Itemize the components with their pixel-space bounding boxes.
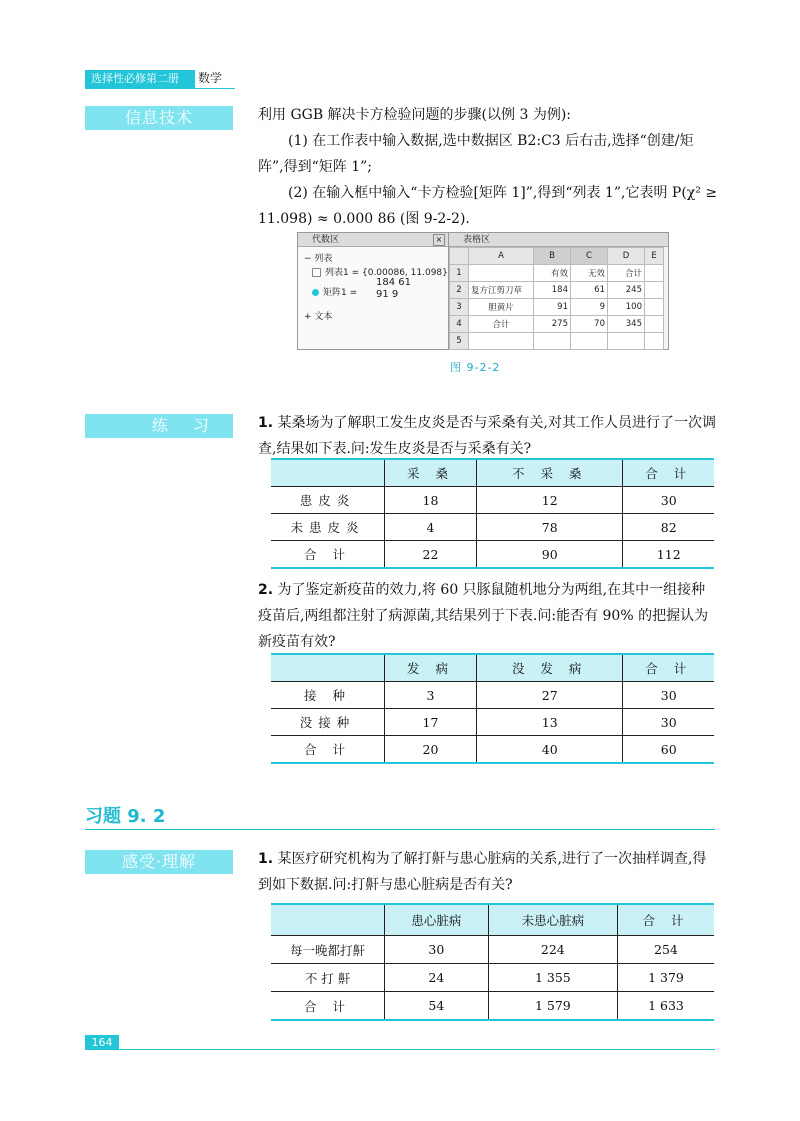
table-row [271,709,714,736]
table-header-row [271,904,714,936]
table-cell: 患心脏病 [385,904,489,936]
table-cell: 合 计 [271,736,385,764]
table-cell: 1 355 [488,964,617,992]
cell[interactable]: 61 [571,282,608,299]
info-line-2: (1) 在工作表中输入数据,选中数据区 B2:C3 后右击,选择“创建/矩阵”,得到“矩阵 1”; [258,133,694,175]
cell[interactable]: 245 [608,282,645,299]
table-row [271,487,714,514]
info-line-1: 利用 GGB 解决卡方检验问题的步骤(以例 3 为例): [258,107,572,123]
cell[interactable] [645,299,664,316]
question-text: 某桑场为了解职工发生皮炎是否与采桑有关,对其工作人员进行了一次调查,结果如下表.问:发生皮炎是否与采桑有关? [258,415,716,457]
cell[interactable] [645,316,664,333]
table-cell: 没 发 病 [476,654,623,682]
table-cell: 22 [385,541,477,569]
table-cell: 合 计 [623,654,714,682]
table-cell: 不 采 桑 [476,459,623,487]
cell[interactable]: 100 [608,299,645,316]
table-cell: 27 [476,682,623,709]
cell[interactable] [645,265,664,282]
table-row [271,936,714,964]
table-vaccine [271,653,714,764]
row-header[interactable]: 5 [450,333,469,350]
matrix-values [376,277,411,301]
table-cell: 30 [623,487,714,514]
matrix-item[interactable]: 矩阵1 = [312,285,357,298]
info-tech-label: 信息技术 [85,106,233,130]
exercise-q1 [258,846,718,898]
algebra-view [298,233,449,349]
table-cell: 4 [385,514,477,541]
algebra-view-title: 代数区 [312,235,340,245]
corner-cell [450,248,469,265]
cell[interactable]: 合计 [469,316,534,333]
cell[interactable]: 184 [534,282,571,299]
table-cell: 112 [623,541,714,569]
info-tech-text [258,102,718,232]
matrix-row-1: 184 61 [376,277,411,288]
checkbox-icon[interactable] [312,268,321,277]
question-text: 为了鉴定新疫苗的效力,将 60 只豚鼠随机地分为两组,在其中一组接种疫苗后,两组都注射了病源菌,其结果列于下表.问:能否有 90% 的把握认为新疫苗有效? [258,582,709,650]
table-cell [271,904,385,936]
cell[interactable]: 9 [571,299,608,316]
spreadsheet-row [450,299,664,316]
table-cell: 82 [623,514,714,541]
cell[interactable] [608,333,645,350]
table-cell: 24 [385,964,489,992]
cell[interactable] [645,333,664,350]
cell[interactable] [571,333,608,350]
ggb-screenshot [297,232,669,350]
col-header-e[interactable]: E [645,248,664,265]
table-cell: 40 [476,736,623,764]
table-cell: 54 [385,992,489,1021]
col-header-a[interactable]: A [469,248,534,265]
table-cell: 90 [476,541,623,569]
info-line-3: (2) 在输入框中输入“卡方检验[矩阵 1]”,得到“列表 1”,它表明 P(χ² ≥ 11.098) ≈ 0.000 86 (图 9-2-2). [258,185,718,227]
footer-rule [119,1049,715,1050]
cell[interactable] [469,333,534,350]
practice-label: 练 习 [85,414,233,438]
table-cell [271,654,385,682]
table-cell: 254 [617,936,714,964]
table-row [271,541,714,569]
table-cell: 1 579 [488,992,617,1021]
table-cell: 30 [623,682,714,709]
row-header[interactable]: 3 [450,299,469,316]
question-number: 1. [258,851,274,867]
header-rule [85,88,235,89]
table-header-row [271,654,714,682]
table-cell: 接 种 [271,682,385,709]
spreadsheet-row [450,316,664,333]
spreadsheet-row [450,333,664,350]
question-text: 某医疗研究机构为了解打鼾与患心脏病的关系,进行了一次抽样调查,得到如下数据.问:打鼾与患心脏病是否有关? [258,851,707,893]
table-cell: 患皮炎 [271,487,385,514]
table-cell: 30 [623,709,714,736]
table-cell: 不 打 鼾 [271,964,385,992]
spreadsheet-column-headers [450,248,664,265]
table-cell: 20 [385,736,477,764]
spreadsheet-grid [449,247,664,350]
table-cell: 合 计 [617,904,714,936]
table-cell: 12 [476,487,623,514]
matrix-row-2: 91 9 [376,289,399,300]
table-cell: 3 [385,682,477,709]
cell[interactable]: 70 [571,316,608,333]
spreadsheet-row [450,282,664,299]
spreadsheet-header: 表格区 [449,233,668,247]
cell[interactable]: 有效 [534,265,571,282]
table-row [271,992,714,1021]
list-heading: − 列表 [304,254,333,264]
table-cell: 未患心脏病 [488,904,617,936]
cell[interactable]: 275 [534,316,571,333]
table-header-row [271,459,714,487]
table-cell: 合 计 [623,459,714,487]
col-header-d[interactable]: D [608,248,645,265]
cell[interactable]: 胆黄片 [469,299,534,316]
cell[interactable]: 复方江剪刀草 [469,282,534,299]
table-snoring [271,903,714,1021]
table-row [271,682,714,709]
practice-q1 [258,410,718,462]
visibility-dot-icon[interactable] [312,289,319,296]
question-number: 1. [258,415,274,431]
row-header[interactable]: 4 [450,316,469,333]
table-cell: 13 [476,709,623,736]
table-cell: 发 病 [385,654,477,682]
question-number: 2. [258,582,274,598]
book-tag: 选择性必修第二册 [85,70,195,88]
cell[interactable]: 345 [608,316,645,333]
table-cell: 合 计 [271,992,385,1021]
spreadsheet-view [449,233,668,349]
table-cell: 30 [385,936,489,964]
cell[interactable]: 无效 [571,265,608,282]
table-row [271,514,714,541]
cell[interactable] [534,333,571,350]
cell[interactable] [469,265,534,282]
table-cell: 未患皮炎 [271,514,385,541]
practice-q2 [258,577,718,655]
page-number: 164 [85,1035,119,1050]
table-cell: 采 桑 [385,459,477,487]
cell[interactable]: 合计 [608,265,645,282]
row-header[interactable]: 1 [450,265,469,282]
exercise-label: 感受·理解 [85,850,233,874]
cell[interactable] [645,282,664,299]
row-header[interactable]: 2 [450,282,469,299]
table-cell: 合 计 [271,541,385,569]
table-cell: 224 [488,936,617,964]
close-icon[interactable]: × [433,234,445,246]
table-row [271,964,714,992]
table-dermatitis [271,458,714,569]
table-cell [271,459,385,487]
cell[interactable]: 91 [534,299,571,316]
algebra-view-header [298,233,448,247]
col-header-b[interactable]: B [534,248,571,265]
table-cell: 60 [623,736,714,764]
table-row [271,736,714,764]
list-item[interactable]: 列表1 = {0.00086, 11.098} [312,265,448,278]
col-header-c[interactable]: C [571,248,608,265]
text-heading: + 文本 [304,312,333,322]
spreadsheet-row [450,265,664,282]
table-cell: 1 633 [617,992,714,1021]
table-cell: 没接种 [271,709,385,736]
table-cell: 17 [385,709,477,736]
figure-caption: 图 9-2-2 [450,361,501,374]
table-cell: 78 [476,514,623,541]
table-cell: 每一晚都打鼾 [271,936,385,964]
section-rule [85,829,715,830]
subject-label: 数学 [198,71,223,85]
table-cell: 1 379 [617,964,714,992]
table-cell: 18 [385,487,477,514]
section-title: 习题 9. 2 [85,806,166,827]
